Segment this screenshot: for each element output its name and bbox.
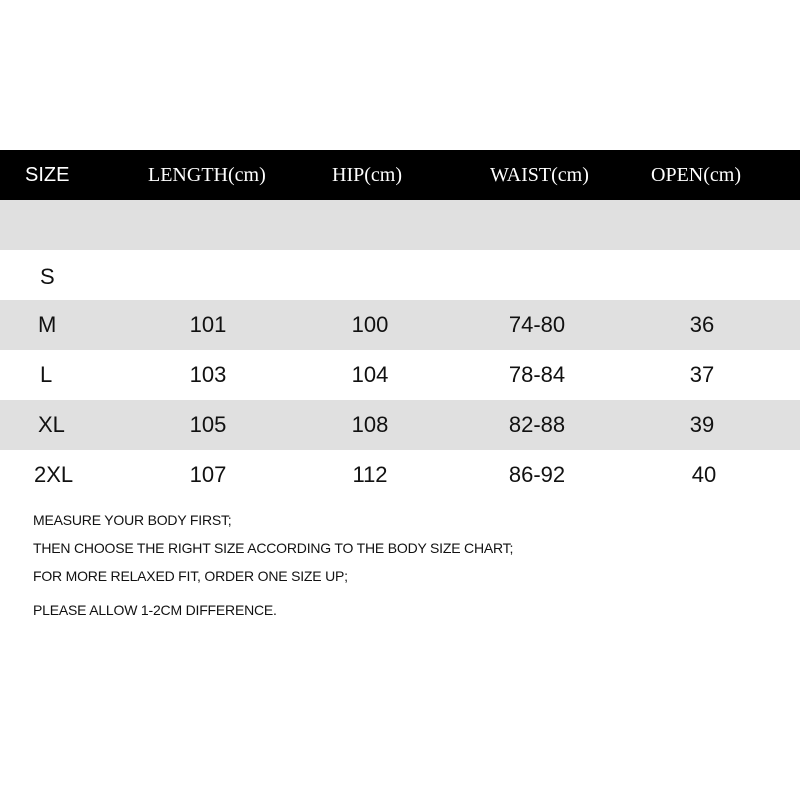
- size-cell: XL: [38, 412, 65, 437]
- open-cell: 40: [691, 462, 717, 487]
- table-row: [0, 450, 800, 500]
- table-row: [0, 252, 800, 302]
- size-cell: 2XL: [34, 462, 74, 487]
- waist-cell: 82-88: [508, 412, 566, 437]
- header-open: OPEN(cm): [651, 164, 741, 186]
- open-cell: 37: [689, 362, 715, 387]
- open-cell: 39: [689, 412, 715, 437]
- length-cell: 107: [189, 462, 227, 487]
- length-cell: 105: [189, 412, 227, 437]
- table-row: [0, 400, 800, 450]
- size-table-header: [0, 150, 800, 200]
- hip-cell: 100: [351, 312, 389, 337]
- open-cell: 36: [689, 312, 715, 337]
- waist-cell: 86-92: [508, 462, 566, 487]
- hip-cell: 104: [351, 362, 389, 387]
- header-waist: WAIST(cm): [490, 164, 589, 186]
- waist-cell: 78-84: [508, 362, 566, 387]
- note-line: THEN CHOOSE THE RIGHT SIZE ACCORDING TO THE BODY SIZE CHART;: [33, 540, 514, 556]
- size-cell: L: [40, 362, 53, 387]
- note-line: PLEASE ALLOW 1-2CM DIFFERENCE.: [33, 602, 277, 618]
- waist-cell: 74-80: [508, 312, 566, 337]
- table-row: [0, 350, 800, 400]
- length-cell: 101: [189, 312, 227, 337]
- header-size: SIZE: [25, 164, 70, 186]
- table-row: [0, 300, 800, 350]
- note-line: FOR MORE RELAXED FIT, ORDER ONE SIZE UP;: [33, 568, 348, 584]
- size-cell: M: [38, 312, 57, 337]
- header-hip: HIP(cm): [332, 164, 402, 186]
- hip-cell: 108: [351, 412, 389, 437]
- header-length: LENGTH(cm): [148, 164, 266, 186]
- hip-cell: 112: [352, 462, 388, 487]
- blank-band-row: [0, 200, 800, 250]
- note-line: MEASURE YOUR BODY FIRST;: [33, 512, 232, 528]
- length-cell: 103: [189, 362, 227, 387]
- size-cell: S: [40, 264, 55, 289]
